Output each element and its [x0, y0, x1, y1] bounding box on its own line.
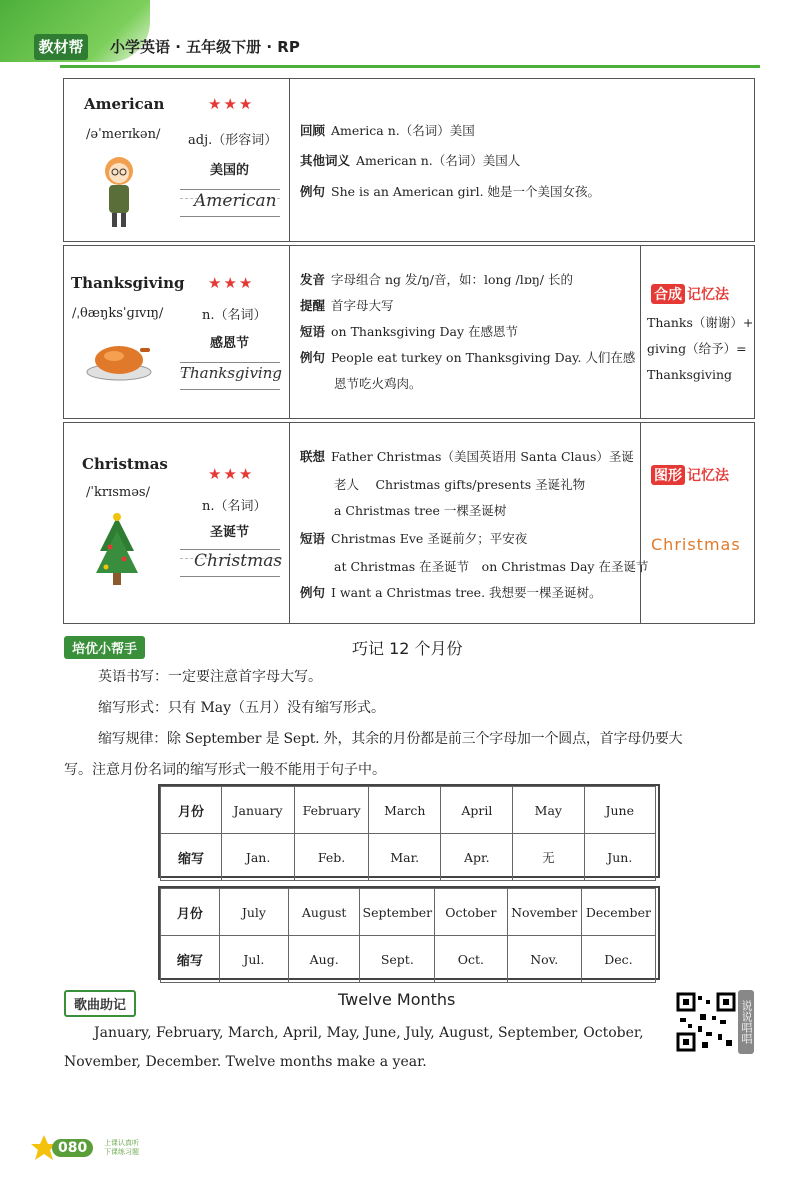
headword: Thanksgiving	[71, 274, 185, 292]
tips-title: 巧记 12 个月份	[352, 639, 463, 658]
word-column	[64, 423, 289, 623]
christmas-tree-icon	[92, 511, 142, 591]
detail-column	[289, 79, 754, 241]
tip-paragraph: 写。注意月份名词的缩写形式一般不能用于句子中。	[64, 762, 386, 778]
header-divider	[60, 65, 760, 68]
word-column	[64, 79, 289, 241]
star-rating: ★★★	[208, 465, 255, 483]
song-lyrics: November, December. Twelve months make a year.	[64, 1054, 427, 1070]
table-cell: June	[584, 787, 656, 834]
headword: American	[84, 95, 165, 113]
detail-row: 短语 Christmas Eve 圣诞前夕；平安夜	[300, 531, 528, 546]
table-cell: May	[513, 787, 584, 834]
detail-row: 例句 People eat turkey on Thanksgiving Day. 人们在感	[300, 350, 636, 365]
tips-badge: 培优小帮手	[64, 636, 145, 659]
vocab-card-christmas	[63, 422, 755, 624]
detail-row: 恩节吃火鸡肉。	[334, 376, 422, 391]
table-cell: Jul.	[219, 936, 288, 983]
table-row	[161, 787, 656, 834]
detail-row: at Christmas 在圣诞节 on Christmas Day 在圣诞节	[334, 559, 649, 574]
part-of-speech: adj.（形容词）	[188, 133, 278, 148]
table-cell: Feb.	[295, 834, 369, 881]
table-cell: Mar.	[368, 834, 441, 881]
table-cell: July	[219, 889, 288, 936]
header-cell: 缩写	[161, 936, 220, 983]
part-of-speech: n.（名词）	[202, 308, 267, 323]
detail-column	[289, 423, 649, 623]
detail-row: a Christmas tree 一棵圣诞树	[334, 503, 507, 518]
page-number: 080	[52, 1139, 93, 1157]
table-cell: Aug.	[288, 936, 360, 983]
roast-turkey-icon	[84, 334, 154, 384]
method-title: 图形 记忆法	[651, 465, 729, 485]
detail-row: 例句 I want a Christmas tree. 我想要一棵圣诞树。	[300, 585, 602, 600]
memory-method-column	[640, 423, 754, 623]
star-rating: ★★★	[208, 95, 255, 113]
brand-logo: 教材帮	[34, 34, 88, 60]
table-cell: 无	[513, 834, 584, 881]
table-cell: September	[360, 889, 435, 936]
star-rating: ★★★	[208, 274, 255, 292]
detail-row: 其他词义 American n.（名词）美国人	[300, 153, 521, 168]
table-row	[161, 834, 656, 881]
phonetic: /əˈmerɪkən/	[86, 127, 161, 142]
table-cell: March	[368, 787, 441, 834]
table-cell: January	[222, 787, 295, 834]
meaning: 圣诞节	[210, 525, 250, 540]
handwriting-sample: Thanksgiving	[180, 364, 282, 382]
song-title: Twelve Months	[338, 990, 456, 1009]
months-table-1	[160, 786, 656, 881]
table-cell: Jun.	[584, 834, 656, 881]
table-cell: April	[441, 787, 513, 834]
detail-row: 提醒 首字母大写	[300, 298, 394, 313]
phonetic: /ˈkrɪsməs/	[86, 485, 150, 500]
header-cell: 月份	[161, 889, 220, 936]
qr-code-icon[interactable]	[676, 992, 736, 1052]
christmas-graphic: Christmas	[651, 535, 741, 554]
table-cell: December	[581, 889, 655, 936]
table-cell: October	[435, 889, 507, 936]
method-title: 合成 记忆法	[651, 284, 729, 304]
table-cell: November	[507, 889, 581, 936]
table-row	[161, 936, 656, 983]
months-table-2	[160, 888, 656, 983]
detail-row: 回顾 America n.（名词）美国	[300, 123, 475, 138]
table-cell: Dec.	[581, 936, 655, 983]
table-cell: February	[295, 787, 369, 834]
part-of-speech: n.（名词）	[202, 499, 267, 514]
song-badge: 歌曲助记	[64, 990, 136, 1017]
detail-row: 老人 Christmas gifts/presents 圣诞礼物	[334, 477, 586, 492]
table-cell: Sept.	[360, 936, 435, 983]
table-cell: Oct.	[435, 936, 507, 983]
table-cell: Nov.	[507, 936, 581, 983]
song-lyrics: January, February, March, April, May, June, July, August, September, October,	[94, 1025, 644, 1041]
detail-row: 联想 Father Christmas（美国英语用 Santa Claus）圣诞	[300, 449, 634, 464]
page-header	[0, 0, 800, 70]
vocab-card-thanksgiving	[63, 245, 755, 419]
header-cell: 月份	[161, 787, 222, 834]
vocab-card-american	[63, 78, 755, 242]
word-column	[64, 246, 289, 418]
detail-column	[289, 246, 641, 418]
meaning: 美国的	[210, 163, 250, 178]
footer-tagline: 上课认真听 下课练习题	[104, 1139, 139, 1156]
handwriting-sample: Christmas	[194, 551, 283, 571]
header-cell: 缩写	[161, 834, 222, 881]
method-text: Thanks（谢谢）+ giving（给予）= Thanksgiving	[647, 315, 754, 382]
handwriting-sample: American	[194, 191, 277, 211]
page-number-badge	[30, 1133, 140, 1163]
tip-paragraph: 缩写形式：只有 May（五月）没有缩写形式。	[98, 700, 386, 716]
girl-illustration-icon	[94, 151, 144, 231]
headword: Christmas	[82, 455, 168, 473]
phonetic: /ˌθæŋksˈɡɪvɪŋ/	[72, 306, 164, 321]
table-row	[161, 889, 656, 936]
meaning: 感恩节	[210, 336, 250, 351]
detail-row: 例句 She is an American girl. 她是一个美国女孩。	[300, 184, 601, 199]
memory-method-column	[640, 246, 754, 418]
book-title: 小学英语 · 五年级下册 · RP	[110, 38, 300, 56]
table-cell: Apr.	[441, 834, 513, 881]
tip-paragraph: 英语书写：一定要注意首字母大写。	[98, 669, 322, 685]
sing-along-tab[interactable]: 说说唱唱	[738, 990, 754, 1054]
table-cell: Jan.	[222, 834, 295, 881]
tip-paragraph: 缩写规律：除 September 是 Sept. 外，其余的月份都是前三个字母加一个圆点，首字母仍要大	[98, 731, 683, 747]
table-cell: August	[288, 889, 360, 936]
detail-row: 发音 字母组合 ng 发/ŋ/音，如：long /lɒŋ/ 长的	[300, 272, 573, 287]
detail-row: 短语 on Thanksgiving Day 在感恩节	[300, 324, 519, 339]
